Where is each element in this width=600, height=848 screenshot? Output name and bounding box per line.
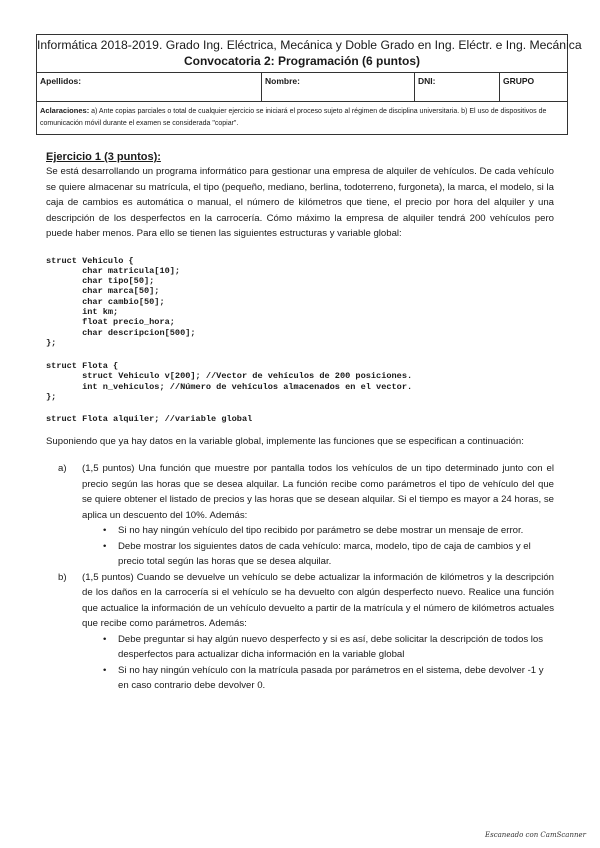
code-struct-vehiculo: struct Vehiculo { char matricula[10]; char tipo[50]; char marca[50]; char cambio[50]; int km; float precio_hora; char descripcion[500]; }; (46, 255, 196, 348)
bullet-item (102, 663, 554, 694)
dni-field[interactable] (415, 73, 500, 101)
bullet-icon: • (103, 540, 107, 552)
nombre-label: Nombre: (265, 76, 300, 86)
scanner-watermark: Escaneado con CamScanner (485, 831, 586, 839)
exercise-content (46, 150, 554, 694)
task-bullets (82, 632, 554, 694)
exam-subtitle: Convocatoria 2: Programación (6 puntos) (183, 54, 421, 68)
apellidos-label: Apellidos: (40, 76, 82, 86)
bullet-icon: • (103, 525, 107, 537)
task-marker: a) (58, 463, 67, 475)
code-struct-flota: struct Flota { struct Vehiculo v[200]; //Vector de vehículos de 200 posiciones. int n_vehiculos; //Número de vehículos almacenados en el vector. }; (46, 361, 413, 403)
grupo-field[interactable] (500, 73, 567, 101)
exercise-title: Ejercicio 1 (3 puntos): (46, 151, 161, 163)
bullet-text: Debe mostrar los siguientes datos de cada vehículo: marca, modelo, tipo de caja de cambios y el precio total según las horas que se desea alquilar. (118, 540, 531, 568)
code-global-variable: struct Flota alquiler; //variable global (46, 414, 253, 425)
exercise-instructions: Suponiendo que ya hay datos en la variable global, implemente las funciones que se especifican a continuación: (46, 435, 524, 447)
task-marker: b) (58, 571, 67, 583)
bullet-item (102, 632, 554, 663)
dni-label: DNI: (418, 76, 436, 86)
course-title: Informática 2018-2019. Grado Ing. Eléctrica, Mecánica y Doble Grado en Ing. Eléctr. e Ing. Mecánica (37, 38, 582, 52)
nombre-field[interactable] (262, 73, 415, 101)
task-text: (1,5 puntos) Cuando se devuelve un vehículo se debe actualizar la información de kilómetros y la descripción de los daños en la carrocería si el vehículo se ha devuelto con algún desperfecto nuevo. Realice una función que actualice la información de un vehículo devuelto a partir de la matrícula y el número de kilómetros actuales que recibe como parámetros. Además: (82, 571, 554, 630)
bullet-text: Debe preguntar si hay algún nuevo desperfecto y si es así, debe solicitar la descripción de todos los desperfectos para actualizar dicha información en la variable global (118, 633, 544, 661)
notes-label: Aclaraciones: (40, 106, 90, 115)
bullet-text: Si no hay ningún vehículo del tipo recibido por parámetro se debe mostrar un mensaje de error. (118, 525, 524, 537)
student-fields-row (37, 72, 567, 101)
task-list (46, 461, 554, 694)
bullet-item (102, 539, 554, 570)
apellidos-field[interactable] (37, 73, 262, 101)
exam-notes (37, 101, 567, 134)
task-b (46, 570, 554, 694)
bullet-icon: • (103, 664, 107, 676)
notes-text: a) Ante copias parciales o total de cualquier ejercicio se iniciará el proceso sujeto al régimen de disciplina universitaria. b) El uso de dispositivos de comunicación móvil durante el examen se considerada "copiar". (40, 108, 547, 127)
task-text: (1,5 puntos) Una función que muestre por pantalla todos los vehículos de un tipo determinado junto con el precio según las horas que se desea alquilar. La función recibe como parámetros el tipo de vehículo del que se quiere obtener el listado de precios y las horas que se desean alquilar. Si el tiempo es mayor a 24 horas, se aplica un descuento del 10%. Además: (82, 463, 554, 521)
bullet-text: Si no hay ningún vehículo con la matrícula pasada por parámetros en el sistema, debe devolver -1 y en caso contrario debe devolver 0. (118, 664, 544, 692)
bullet-icon: • (103, 633, 107, 645)
exam-header (36, 34, 582, 135)
bullet-item (102, 523, 554, 539)
exercise-intro: Se está desarrollando un programa informático para gestionar una empresa de alquiler de vehículos. De cada vehículo se quiere almacenar su matrícula, el tipo (pequeño, mediano, berlina, todoterreno, furgoneta), la marca, el modelo, si la caja de cambios es automática o manual, el número de kilómetros que tiene, el precio por hora del alquiler y una descripción de los desperfectos en la carrocería. Cómo máximo la empresa de alquiler tendrá 200 vehículos pero puede haber menos. Para ello se tienen las siguientes estructuras y variable global: (46, 166, 554, 239)
grupo-label: GRUPO (503, 76, 535, 86)
task-a (46, 461, 554, 570)
task-bullets (82, 523, 554, 570)
